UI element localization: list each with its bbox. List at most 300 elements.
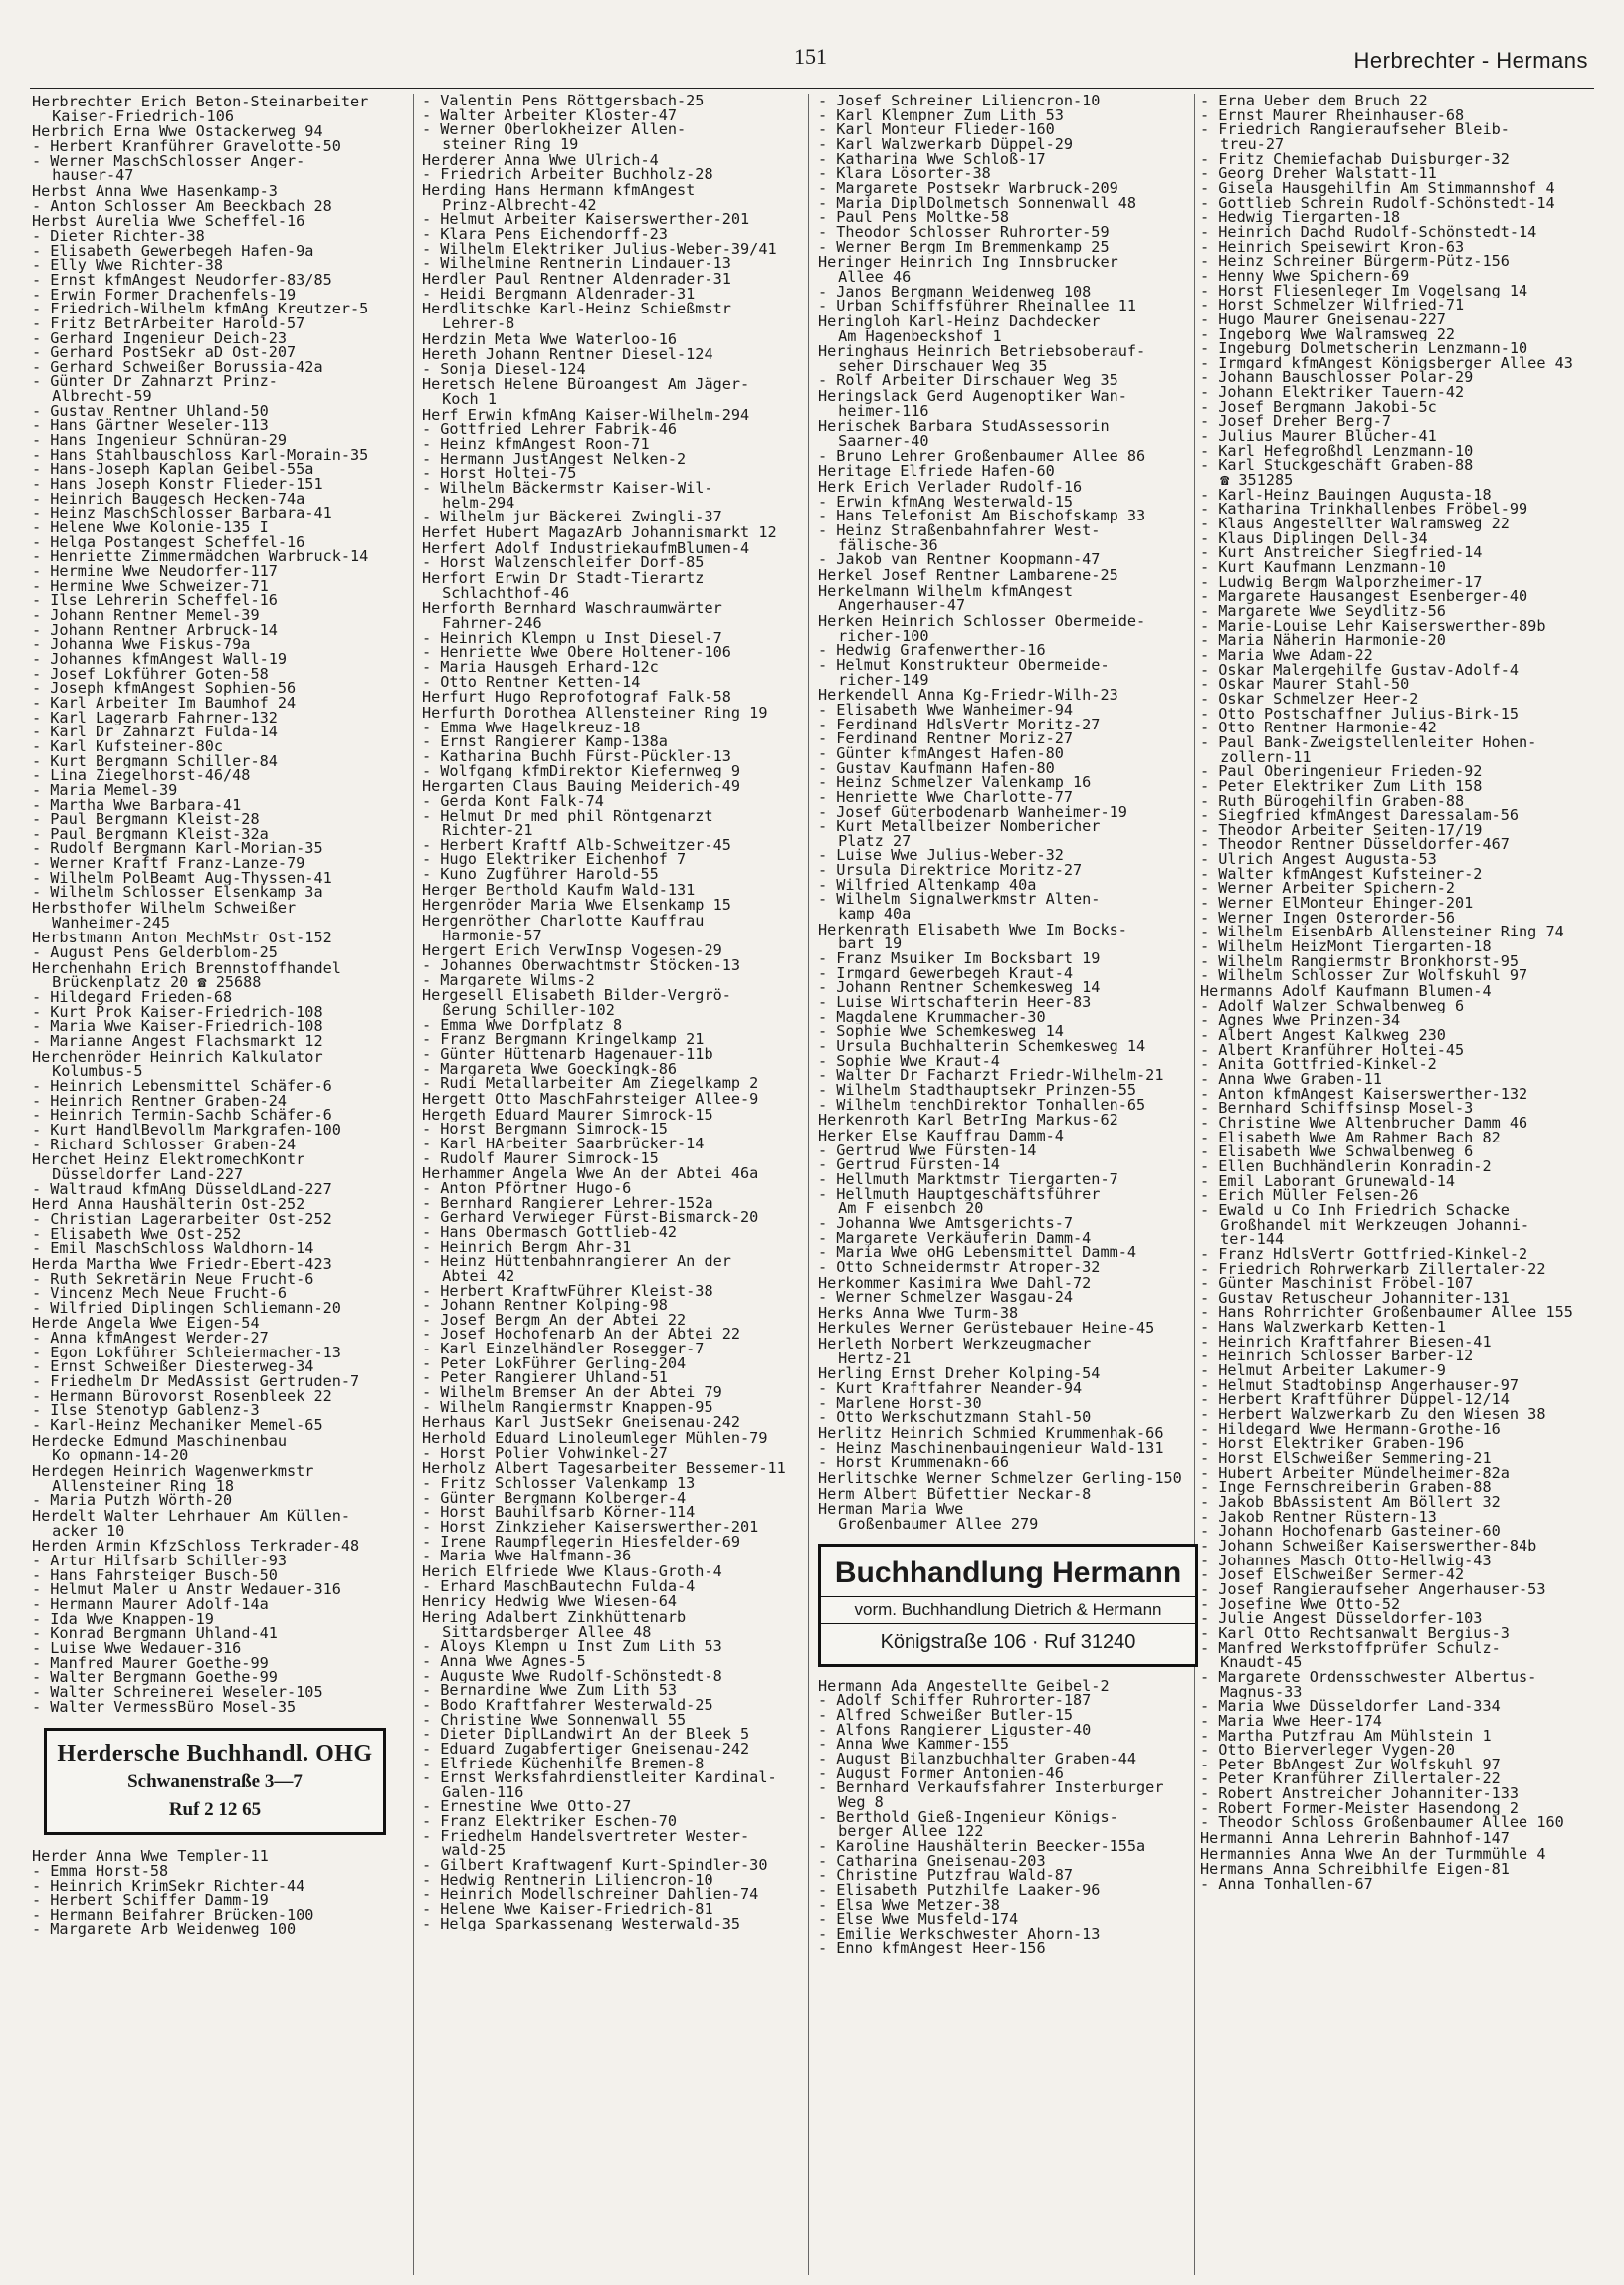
directory-entry: - Manfred Maurer Goethe-99 (32, 1655, 269, 1671)
directory-entry: - Henriette Zimmermädchen Warbruck-14 (32, 549, 369, 564)
directory-entry: Herdelt Walter Lehrhauer Am Küllen- (32, 1509, 351, 1524)
directory-entry: - Wilhelm Bremser An der Abtei 79 (422, 1385, 722, 1400)
directory-entry: - Wilhelm Elektriker Julius-Weber-39/41 (422, 241, 777, 257)
directory-entry: - Rolf Arbeiter Dirschauer Weg 35 (818, 373, 1118, 389)
directory-entry: - Hermine Wwe Neudorfer-117 (32, 564, 278, 579)
directory-entry: Heringslack Gerd Augenoptiker Wan- (818, 389, 1127, 404)
directory-entry: Herdecke Edmund Maschinenbau (32, 1433, 288, 1449)
directory-entry: - Jakob Rentner Rüstern-13 (1200, 1509, 1437, 1525)
directory-entry: - Lina Ziegelhorst-46/48 (32, 768, 251, 783)
directory-entry: - Herbert Walzwerkarb Zu den Wiesen 38 (1200, 1407, 1546, 1422)
directory-entry: - Horst Schmelzer Wilfried-71 (1200, 298, 1465, 312)
directory-entry: - Otto Postschaffner Julius-Birk-15 (1200, 706, 1520, 722)
directory-entry: - Heinrich Speisewirt Kron-63 (1200, 239, 1465, 255)
directory-entry: - Hans Telefonist Am Bischofskamp 33 (818, 509, 1146, 524)
directory-entry: - Walter Arbeiter Kloster-47 (422, 107, 678, 123)
directory-entry: - Henriette Wwe Charlotte-77 (818, 789, 1074, 805)
directory-entry: - Karl Einzelhändler Rosegger-7 (422, 1342, 705, 1356)
directory-entry: - Hugo Elektriker Eichenhof 7 (422, 852, 687, 868)
directory-entry: - Ellen Buchhändlerin Konradin-2 (1200, 1158, 1492, 1174)
directory-entry: - Sonja Diesel-124 (422, 361, 586, 377)
directory-entry: - Ruth Sekretärin Neue Frucht-6 (32, 1271, 314, 1287)
directory-entry: - Urban Schiffsführer Rheinallee 11 (818, 299, 1137, 313)
directory-entry-continuation: ßerung Schiller-102 (442, 1003, 615, 1018)
directory-entry: - Ewald u Co Inh Friedrich Schacke (1200, 1202, 1510, 1218)
directory-entry-continuation: Abtei 42 (442, 1268, 515, 1284)
directory-entry: Herdzin Meta Wwe Waterloo-16 (422, 331, 678, 347)
directory-entry: Herks Anna Wwe Turm-38 (818, 1305, 1019, 1321)
directory-entry: - Johann Bauschlosser Polar-29 (1200, 370, 1474, 386)
directory-entry: Hermanns Adolf Kaufmann Blumen-4 (1200, 984, 1492, 999)
directory-entry: - Hans-Joseph Kaplan Geibel-55a (32, 462, 314, 478)
directory-entry: - Wilhelm Bäckermstr Kaiser-Wil- (422, 481, 713, 496)
directory-entry: - Irmgard kfmAngest Königsberger Allee 43 (1200, 355, 1573, 371)
directory-entry: - Margarete Hausangest Esenberger-40 (1200, 589, 1528, 604)
directory-entry: - Elisabeth Wwe Am Rahmer Bach 82 (1200, 1130, 1501, 1145)
directory-entry: - Catharina Gneisenau-203 (818, 1853, 1046, 1869)
directory-entry: - Herbert Kranführer Gravelotte-50 (32, 138, 341, 154)
directory-entry: - Hermine Wwe Schweizer-71 (32, 578, 269, 594)
directory-entry: - Johann Elektriker Tauern-42 (1200, 385, 1465, 400)
directory-entry: - Luise Wirtschafterin Heer-83 (818, 995, 1092, 1010)
column-divider (413, 94, 414, 2275)
directory-entry: - Werner Bergm Im Bremmenkamp 25 (818, 239, 1110, 255)
directory-entry: - Günter Hüttenarb Hagenauer-11b (422, 1047, 713, 1062)
directory-entry: - Otto Rentner Harmonie-42 (1200, 721, 1437, 735)
directory-entry: Herfort Erwin Dr Stadt-Tierartz (422, 571, 705, 586)
directory-entry: - Johannes Masch Otto-Hellwig-43 (1200, 1553, 1492, 1568)
directory-entry: - Karl Monteur Flieder-160 (818, 122, 1055, 137)
hermann-bookshop-ad (818, 1544, 1198, 1667)
directory-entry: - Horst Walzenschleifer Dorf-85 (422, 555, 705, 570)
directory-entry: - Werner MaschSchlosser Anger- (32, 153, 305, 169)
directory-entry-continuation: Großenbaumer Allee 279 (838, 1517, 1039, 1532)
directory-entry: - Julius Maurer Blücher-41 (1200, 429, 1437, 444)
directory-entry: - Karl Dr Zahnarzt Fulda-14 (32, 725, 278, 739)
directory-entry: - Bernhard Verkaufsfahrer Insterburger (818, 1780, 1164, 1795)
directory-entry: Herhammer Angela Wwe An der Abtei 46a (422, 1166, 759, 1181)
directory-entry: Herlitz Heinrich Schmied Krummenhak-66 (818, 1426, 1164, 1441)
directory-entry: - Ilse Stenotyp Gablenz-3 (32, 1403, 260, 1419)
directory-entry: - Peter Elektriker Zum Lith 158 (1200, 778, 1483, 794)
directory-entry: Herger Berthold Kaufm Wald-131 (422, 882, 696, 898)
directory-entry: - Herbert KraftwFührer Kleist-38 (422, 1283, 713, 1299)
directory-entry: - Albert Angest Kalkweg 230 (1200, 1028, 1446, 1043)
directory-entry: - Josef Lokführer Goten-58 (32, 666, 269, 682)
directory-entry: - Johann Rentner Kolping-98 (422, 1298, 668, 1313)
directory-entry-continuation: seher Dirschauer Weg 35 (838, 358, 1048, 374)
directory-entry: - Wilhelm PolBeamt Aug-Thyssen-41 (32, 870, 332, 886)
directory-entry: - Ludwig Bergm Walporzheimer-17 (1200, 574, 1483, 590)
directory-entry: - Heinz Schmelzer Valenkamp 16 (818, 775, 1092, 790)
directory-entry: - Karl-Heinz Mechaniker Memel-65 (32, 1418, 323, 1433)
directory-entry-continuation: berger Allee 122 (838, 1824, 984, 1839)
directory-entry-continuation: Schlachthof-46 (442, 585, 570, 601)
directory-entry-continuation: steiner Ring 19 (442, 136, 579, 152)
directory-entry: - Werner Ingen Osterorder-56 (1200, 910, 1456, 926)
directory-entry: - Enno kfmAngest Heer-156 (818, 1941, 1046, 1957)
directory-entry: Herhaus Karl JustSekr Gneisenau-242 (422, 1415, 741, 1431)
directory-entry: - Robert Anstreicher Johanniter-133 (1200, 1786, 1520, 1801)
directory-entry: - Günter kfmAngest Hafen-80 (818, 745, 1064, 761)
directory-entry-continuation: Harmonie-57 (442, 928, 542, 943)
directory-entry: - Heinrich Modellschreiner Dahlien-74 (422, 1887, 759, 1903)
directory-entry: - Helene Wwe Kaiser-Friedrich-81 (422, 1902, 713, 1917)
directory-entry: - Bernhard Schiffsinsp Mosel-3 (1200, 1101, 1474, 1116)
directory-entry: - Dieter Richter-38 (32, 228, 205, 244)
directory-entry: - Walter Schreinerei Weseler-105 (32, 1684, 323, 1700)
directory-entry-continuation: ter-144 (1220, 1232, 1285, 1247)
directory-entry: - Hans Obermasch Gottlieb-42 (422, 1224, 678, 1240)
directory-entry: - Waltraud kfmAng DüsseldLand-227 (32, 1181, 332, 1197)
directory-entry: - Rudi Metallarbeiter Am Ziegelkamp 2 (422, 1076, 759, 1091)
directory-entry: Herf Erwin kfmAng Kaiser-Wilhelm-294 (422, 407, 750, 423)
directory-entry: - Aloys Klempn u Inst Zum Lith 53 (422, 1639, 722, 1654)
directory-entry: Hermannies Anna Wwe An der Turmmühle 4 (1200, 1846, 1546, 1862)
directory-entry: Hereth Johann Rentner Diesel-124 (422, 347, 713, 362)
directory-entry-continuation: Galen-116 (442, 1784, 524, 1800)
directory-entry: - Irmgard Gewerbegeh Kraut-4 (818, 965, 1074, 981)
directory-entry: - Elisabeth Wwe Ost-252 (32, 1226, 242, 1242)
directory-entry: Herfurth Dorothea Allensteiner Ring 19 (422, 705, 768, 721)
directory-entry: - Hans Joseph Konstr Flieder-151 (32, 477, 323, 492)
directory-entry: - Anton Pförtner Hugo-6 (422, 1180, 632, 1196)
ad-phone: Ruf 2 12 65 (168, 1799, 262, 1821)
directory-entry: - Kurt Anstreicher Siegfried-14 (1200, 545, 1483, 560)
directory-entry: - Margarete Wilms-2 (422, 972, 595, 988)
directory-entry: - Helmut Konstrukteur Obermeide- (818, 657, 1110, 673)
directory-entry: - Margareta Wwe Goeckingk-86 (422, 1061, 678, 1077)
directory-entry: - Maria Wwe Heer-174 (1200, 1713, 1382, 1729)
directory-entry: - Emma Wwe Dorfplatz 8 (422, 1017, 623, 1033)
directory-entry: - Erwin kfmAng Westerwald-15 (818, 494, 1074, 510)
directory-entry-continuation: kamp 40a (838, 907, 912, 922)
directory-entry: - Anna Wwe Agnes-5 (422, 1653, 586, 1669)
directory-entry: - Walter Bergmann Goethe-99 (32, 1670, 278, 1685)
directory-entry: - Margarete Postsekr Warbruck-209 (818, 180, 1118, 196)
directory-entry: - Hubert Arbeiter Mündelheimer-82a (1200, 1465, 1510, 1481)
directory-entry: - Maria Wwe Düsseldorfer Land-334 (1200, 1699, 1501, 1714)
directory-entry-continuation: treu-27 (1220, 136, 1285, 152)
directory-entry: Herhold Eduard Linoleumleger Mühlen-79 (422, 1431, 768, 1446)
directory-entry: Herdler Paul Rentner Aldenrader-31 (422, 271, 731, 287)
directory-entry: - Johann Rentner Memel-39 (32, 607, 260, 623)
directory-entry: - Paul Bergmann Kleist-28 (32, 812, 260, 827)
directory-entry: - Wolfgang kfmDirektor Kiefernweg 9 (422, 763, 741, 779)
directory-entry: - Heinrich Kraftfahrer Biesen-41 (1200, 1334, 1492, 1350)
directory-entry: Heritage Elfriede Hafen-60 (818, 464, 1055, 480)
directory-entry: - Gottlieb Schrein Rudolf-Schönstedt-14 (1200, 195, 1555, 211)
directory-entry: - Maria Wwe oHG Lebensmittel Damm-4 (818, 1245, 1137, 1260)
directory-entry: - Wilhelm Stadthauptsekr Prinzen-55 (818, 1082, 1137, 1098)
directory-entry: - Bernardine Wwe Zum Lith 53 (422, 1683, 678, 1698)
directory-entry: - Christine Putzfrau Wald-87 (818, 1868, 1074, 1883)
directory-entry: - Inge Fernschreiberin Graben-88 (1200, 1480, 1492, 1495)
directory-entry: Herich Elfriede Wwe Klaus-Groth-4 (422, 1563, 722, 1579)
directory-entry: - Gertrud Fürsten-14 (818, 1157, 1000, 1172)
directory-entry: Herken Heinrich Schlosser Obermeide- (818, 613, 1146, 629)
directory-entry: - Maria Hausgeh Erhard-12c (422, 659, 659, 675)
directory-entry: - Günter Maschinist Fröbel-107 (1200, 1276, 1474, 1291)
directory-entry: - Anna Tonhallen-67 (1200, 1877, 1373, 1892)
directory-entry: - Paul Bank-Zweigstellenleiter Hohen- (1200, 734, 1537, 750)
directory-entry-continuation: Albrecht-59 (52, 389, 152, 404)
directory-entry: - Joseph kfmAngest Sophien-56 (32, 681, 297, 696)
directory-entry: Hergett Otto MaschFahrsteiger Allee-9 (422, 1091, 759, 1107)
directory-entry: - Helmut Maler u Anstr Wedauer-316 (32, 1582, 341, 1597)
directory-entry: - Heinrich Klempn u Inst Diesel-7 (422, 630, 722, 646)
directory-entry: - Oskar Schmelzer Heer-2 (1200, 691, 1419, 707)
directory-entry: - Karl Walzwerkarb Düppel-29 (818, 136, 1074, 152)
directory-entry: - Heinrich Termin-Sachb Schäfer-6 (32, 1108, 332, 1123)
directory-entry: - Marlene Horst-30 (818, 1395, 982, 1411)
directory-column-1 (32, 94, 408, 2279)
directory-entry: Herforth Bernhard Waschraumwärter (422, 601, 722, 616)
directory-entry: Herker Else Kauffrau Damm-4 (818, 1128, 1064, 1143)
directory-entry: - Wilhelmine Rentnerin Lindauer-13 (422, 256, 731, 271)
directory-entry: - Heidi Bergmann Aldenrader-31 (422, 286, 696, 302)
directory-entry: - Kurt Kaufmann Lenzmann-10 (1200, 560, 1446, 575)
directory-entry: - Johann Schweißer Kaiserswerther-84b (1200, 1538, 1537, 1554)
directory-entry-continuation: Brückenplatz 20 ☎ 25688 (52, 975, 262, 991)
directory-entry: - Rudolf Bergmann Karl-Morian-35 (32, 841, 323, 857)
directory-entry: - Karl-Heinz Bauingen Augusta-18 (1200, 487, 1492, 503)
directory-entry: - Heinrich Lebensmittel Schäfer-6 (32, 1078, 332, 1094)
directory-entry: - Christine Wwe Altenbrucher Damm 46 (1200, 1115, 1528, 1131)
directory-entry: - Wilhelm Schlosser Zur Wolfskuhl 97 (1200, 968, 1528, 984)
directory-entry: - Friedhelm Dr MedAssist Gertruden-7 (32, 1374, 360, 1389)
directory-entry: - Friedhelm Handelsvertreter Wester- (422, 1828, 750, 1844)
directory-entry: - Gerhard Schweißer Borussia-42a (32, 359, 323, 375)
directory-entry-continuation: Richter-21 (442, 823, 533, 838)
directory-entry: - Anna Wwe Kammer-155 (818, 1737, 1010, 1752)
directory-entry: Herkel Josef Rentner Lambarene-25 (818, 568, 1118, 583)
directory-entry: - Elisabeth Gewerbegeh Hafen-9a (32, 243, 314, 259)
directory-entry: - Fritz Chemiefachab Duisburger-32 (1200, 151, 1510, 167)
directory-entry: - Hermann JustAngest Nelken-2 (422, 451, 687, 467)
directory-entry: - Peter LokFührer Gerling-204 (422, 1355, 687, 1371)
directory-entry: - Wilfried Diplingen Schliemann-20 (32, 1300, 341, 1316)
directory-entry: - Gerhard PostSekr aD Ost-207 (32, 345, 297, 360)
directory-entry-continuation: Hertz-21 (838, 1350, 912, 1366)
directory-entry: - Hildegard Wwe Hermann-Grothe-16 (1200, 1421, 1501, 1437)
directory-entry: Herkelmann Wilhelm kfmAngest (818, 583, 1074, 599)
directory-entry: - Sophie Wwe Schemkesweg 14 (818, 1024, 1064, 1039)
directory-entry: - Otto Werkschutzmann Stahl-50 (818, 1410, 1092, 1426)
directory-entry: - August Bilanzbuchhalter Graben-44 (818, 1751, 1137, 1766)
directory-entry: - Julie Angest Düsseldorfer-103 (1200, 1611, 1483, 1626)
directory-entry-continuation: Platz 27 (838, 833, 912, 849)
directory-entry: - Gustav Rentner Uhland-50 (32, 403, 269, 419)
directory-entry: Herbstmann Anton MechMstr Ost-152 (32, 931, 332, 946)
directory-entry: - Jakob van Rentner Koopmann-47 (818, 552, 1101, 567)
directory-entry: - Christine Wwe Sonnenwall 55 (422, 1712, 687, 1728)
directory-entry: - Hedwig Grafenwerther-16 (818, 643, 1046, 658)
directory-entry: - Siegfried kfmAngest Daressalam-56 (1200, 808, 1520, 823)
directory-entry: - Gerhard Ingenieur Deich-23 (32, 330, 288, 346)
directory-entry: - Gertrud Wwe Fürsten-14 (818, 1142, 1037, 1158)
directory-entry: - Klara Lösorter-38 (818, 166, 991, 181)
directory-entry: - Helga Postangest Scheffel-16 (32, 534, 305, 550)
directory-entry: - August Pens Gelderblom-25 (32, 945, 278, 960)
directory-entry: - Kuno Zugführer Harold-55 (422, 867, 659, 882)
directory-entry-continuation: Allee 46 (838, 269, 912, 285)
directory-entry: - Heinrich Dachd Rudolf-Schönstedt-14 (1200, 224, 1537, 240)
directory-entry: - Hans Walzwerkarb Ketten-1 (1200, 1320, 1446, 1335)
directory-entry: - Richard Schlosser Graben-24 (32, 1137, 297, 1152)
directory-entry: - Emma Horst-58 (32, 1863, 169, 1879)
directory-entry: - Heinrich Bergm Ahr-31 (422, 1239, 632, 1255)
directory-entry: - Ida Wwe Knappen-19 (32, 1611, 214, 1627)
directory-entry: Herder Anna Wwe Templer-11 (32, 1849, 269, 1864)
directory-entry: - Günter Bergmann Kolberger-4 (422, 1490, 687, 1506)
directory-entry: Hergert Erich VerwInsp Vogesen-29 (422, 943, 722, 959)
directory-entry-continuation: Kaiser-Friedrich-106 (52, 108, 234, 124)
directory-entry-continuation: Ko opmann-14-20 (52, 1448, 189, 1464)
directory-entry-continuation: Saarner-40 (838, 434, 929, 449)
directory-entry: - Emilie Werkschwester Ahorn-13 (818, 1926, 1101, 1942)
directory-entry: - Ernst Rangierer Kamp-138a (422, 734, 668, 749)
directory-entry: - Günter Dr Zahnarzt Prinz- (32, 374, 278, 390)
directory-entry: - Bernhard Rangierer Lehrer-152a (422, 1195, 713, 1211)
directory-entry: - Herbert Kraftführer Düppel-12/14 (1200, 1392, 1510, 1408)
directory-entry: Herfurt Hugo Reprofotograf Falk-58 (422, 690, 731, 705)
directory-entry: - Heinz kfmAngest Roon-71 (422, 437, 650, 452)
directory-entry: Herkules Werner Gerüstebauer Heine-45 (818, 1321, 1155, 1337)
directory-entry: Herleth Norbert Werkzeugmacher (818, 1337, 1092, 1351)
directory-entry: Herkommer Kasimira Wwe Dahl-72 (818, 1275, 1092, 1291)
directory-entry: - Erna Ueber dem Bruch 22 (1200, 94, 1428, 108)
directory-entry: - Ferdinand HdlsVertr Moritz-27 (818, 717, 1101, 732)
directory-entry: Hermans Anna Schreibhilfe Eigen-81 (1200, 1862, 1510, 1878)
directory-entry: Herfert Adolf IndustriekaufmBlumen-4 (422, 540, 750, 556)
directory-entry: - Paul Oberingenieur Frieden-92 (1200, 764, 1483, 779)
directory-entry-continuation: Magnus-33 (1220, 1684, 1303, 1700)
directory-entry: - Helmut Arbeiter Kaiserswerther-201 (422, 212, 750, 227)
directory-entry-continuation: Koch 1 (442, 392, 497, 407)
directory-entry: Herlitschke Werner Schmelzer Gerling-150 (818, 1471, 1182, 1486)
directory-entry: - Martha Wwe Barbara-41 (32, 797, 242, 813)
directory-entry: - Karl Lagerarb Fahrner-132 (32, 710, 278, 726)
directory-entry-continuation: Kolumbus-5 (52, 1064, 143, 1079)
directory-entry: - Klaus Angestellter Walramsweg 22 (1200, 517, 1510, 531)
directory-entry: - Karl Kufsteiner-80c (32, 738, 224, 754)
directory-entry: - Kurt Metallbeizer Nombericher (818, 819, 1101, 834)
directory-entry: - Karl Klempner Zum Lith 53 (818, 107, 1064, 123)
directory-entry: - Walter Dr Facharzt Friedr-Wilhelm-21 (818, 1068, 1164, 1083)
directory-entry: - Erwin Former Drachenfels-19 (32, 287, 297, 303)
directory-entry: - Sophie Wwe Kraut-4 (818, 1053, 1000, 1069)
directory-entry: - Hugo Maurer Gneisenau-227 (1200, 312, 1446, 327)
directory-entry-continuation: fälische-36 (838, 537, 938, 553)
directory-entry: - Friedrich Arbeiter Buchholz-28 (422, 167, 713, 182)
directory-entry-continuation: richer-149 (838, 672, 929, 688)
directory-entry: - Ernst Schweißer Diesterweg-34 (32, 1359, 314, 1375)
directory-entry: - Gustav Retuscheur Johanniter-131 (1200, 1290, 1510, 1306)
directory-entry: Hermanni Anna Lehrerin Bahnhof-147 (1200, 1831, 1510, 1846)
directory-entry: - Robert Former-Meister Hasendong 2 (1200, 1800, 1520, 1816)
directory-entry: - Luise Wwe Julius-Weber-32 (818, 848, 1064, 864)
directory-entry: Henricy Hedwig Wwe Wiesen-64 (422, 1594, 678, 1609)
directory-entry: - Luise Wwe Wedauer-316 (32, 1640, 242, 1656)
directory-entry: - Peter Rangierer Uhland-51 (422, 1370, 668, 1386)
directory-entry: - Josef Güterbodenarb Wanheimer-19 (818, 804, 1127, 820)
directory-entry: - Marie-Louise Lehr Kaiserswerther-89b (1200, 618, 1546, 634)
directory-entry: - Helmut Stadtobinsp Angerhauser-97 (1200, 1377, 1520, 1393)
directory-entry: - Karoline Haushälterin Beecker-155a (818, 1838, 1146, 1854)
directory-entry: - Franz Msuiker Im Bocksbart 19 (818, 951, 1101, 966)
directory-entry: - Elly Wwe Richter-38 (32, 258, 224, 273)
directory-entry: - Karl Otto Rechtsanwalt Bergius-3 (1200, 1625, 1510, 1641)
directory-entry: - Anton kfmAngest Kaiserswerther-132 (1200, 1086, 1528, 1102)
directory-entry-continuation: wald-25 (442, 1843, 507, 1859)
directory-entry: - Wilhelm Signalwerkmstr Alten- (818, 892, 1101, 908)
directory-entry: - Theodor Arbeiter Seiten-17/19 (1200, 822, 1483, 838)
directory-entry: - Ulrich Angest Augusta-53 (1200, 852, 1437, 867)
directory-entry-continuation: Angerhauser-47 (838, 598, 966, 613)
directory-entry-continuation: Großhandel mit Werkzeugen Johanni- (1220, 1217, 1529, 1233)
directory-entry: - Georg Dreher Walstatt-11 (1200, 166, 1437, 181)
directory-entry: - Johanna Wwe Fiskus-79a (32, 637, 251, 652)
directory-entry: - Kurt HandlBevollm Markgrafen-100 (32, 1122, 341, 1138)
directory-entry: - Hans Rohrrichter Großenbaumer Allee 155 (1200, 1305, 1573, 1321)
header-rule (30, 88, 1594, 89)
directory-entry-continuation: zollern-11 (1220, 749, 1312, 765)
directory-entry: - Ernst kfmAngest Neudorfer-83/85 (32, 272, 332, 288)
directory-entry-continuation: Am Hagenbeckshof 1 (838, 328, 1002, 344)
directory-entry: - Horst Fliesenleger Im Vogelsang 14 (1200, 283, 1528, 299)
directory-entry: - Katharina Buchh Fürst-Pückler-13 (422, 748, 731, 764)
directory-entry: - Rudolf Maurer Simrock-15 (422, 1150, 659, 1166)
directory-entry: - Magdalene Krummacher-30 (818, 1009, 1046, 1025)
directory-entry: - Heinrich Baugesch Hecken-74a (32, 491, 305, 507)
directory-entry: - Ferdinand Rentner Moriz-27 (818, 731, 1074, 746)
directory-entry: - Helmut Arbeiter Lakumer-9 (1200, 1363, 1446, 1378)
directory-entry: - Alfons Rangierer Liguster-40 (818, 1722, 1092, 1738)
directory-entry: - Werner Arbeiter Spichern-2 (1200, 881, 1456, 897)
directory-entry: - Oskar Maurer Stahl-50 (1200, 677, 1410, 692)
directory-entry: - Anita Gottfried-Kinkel-2 (1200, 1057, 1437, 1072)
directory-entry: - Herbert Schiffer Damm-19 (32, 1893, 269, 1908)
directory-entry: - Ernst Werksfahrdienstleiter Kardinal- (422, 1770, 777, 1785)
ad-subtitle: vorm. Buchhandlung Dietrich & Hermann (821, 1596, 1195, 1624)
directory-entry: - Kurt Bergmann Schiller-84 (32, 753, 278, 769)
directory-entry: - Josef Hochofenarb An der Abtei 22 (422, 1327, 741, 1343)
directory-entry: - Henny Wwe Spichern-69 (1200, 268, 1410, 284)
directory-entry: - Hans Stahlbauschloss Karl-Morain-35 (32, 447, 369, 463)
directory-entry: - Vincenz Mech Neue Frucht-6 (32, 1286, 288, 1301)
directory-entry: - Berthold Gieß-Ingenieur Königs- (818, 1809, 1118, 1825)
directory-entry: Hergenröder Maria Wwe Elsenkamp 15 (422, 898, 731, 914)
directory-entry: - Elfriede Küchenhilfe Bremen-8 (422, 1756, 705, 1771)
directory-entry: Hergenröther Charlotte Kauffrau (422, 914, 705, 929)
directory-entry: - Hans Ingenieur Schnüran-29 (32, 433, 288, 448)
directory-entry: - Karl HArbeiter Saarbrücker-14 (422, 1136, 705, 1151)
directory-entry: - Ruth Bürogehilfin Graben-88 (1200, 793, 1465, 809)
directory-entry: - Bodo Kraftfahrer Westerwald-25 (422, 1697, 713, 1713)
directory-entry: - Hellmuth Marktmstr Tiergarten-7 (818, 1171, 1118, 1187)
directory-entry: - Otto Schneidermstr Atroper-32 (818, 1259, 1101, 1275)
directory-entry: Herbst Aurelia Wwe Scheffel-16 (32, 214, 305, 229)
directory-entry: Herbsthofer Wilhelm Schweißer (32, 901, 297, 916)
directory-entry: - Josef Schreiner Liliencron-10 (818, 94, 1101, 108)
directory-entry: - Heinz Schreiner Bürgerm-Pütz-156 (1200, 254, 1510, 269)
directory-entry-continuation: Am F eisenbch 20 (838, 1201, 984, 1216)
directory-entry: - Ilse Lehrerin Scheffel-16 (32, 593, 278, 608)
ad-address: Königstraße 106 · Ruf 31240 (880, 1630, 1136, 1653)
directory-entry: - Hellmuth Hauptgeschäftsführer (818, 1186, 1101, 1202)
directory-entry: Herderer Anna Wwe Ulrich-4 (422, 152, 659, 168)
